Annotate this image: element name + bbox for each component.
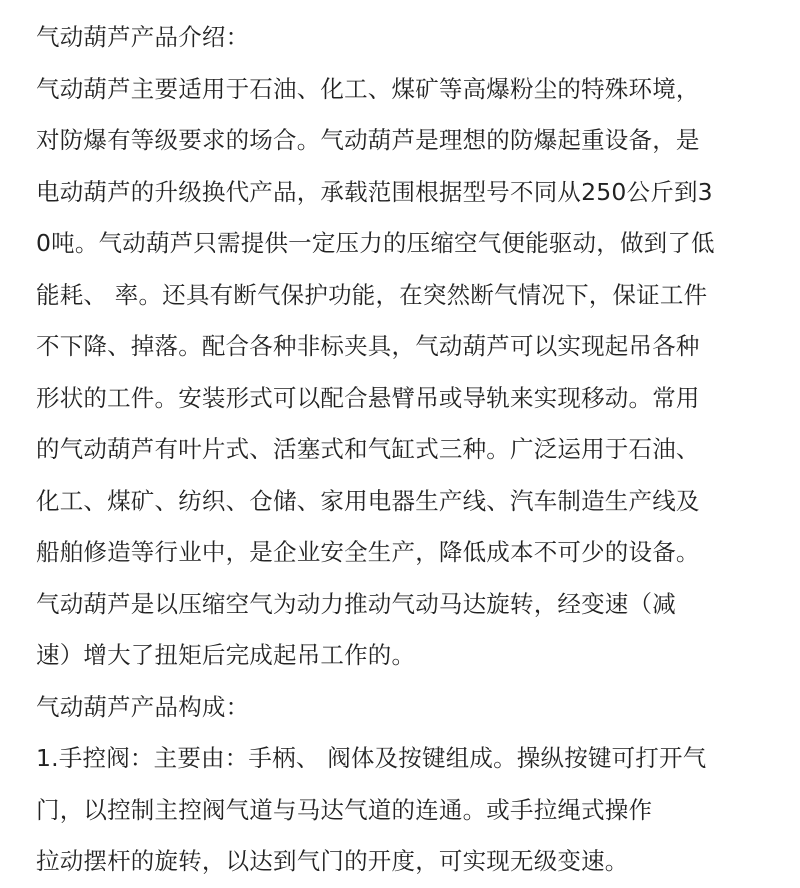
- paragraph-line: 的气动葫芦有叶片式、活塞式和气缸式三种。广泛运用于石油、: [36, 435, 700, 463]
- heading-product-intro: 气动葫芦产品介绍：: [36, 23, 250, 51]
- paragraph-line: 气动葫芦是以压缩空气为动力推动气动马达旋转，经变速（减: [36, 589, 676, 618]
- paragraph-line: 不下降、掉落。配合各种非标夹具，气动葫芦可以实现起吊各种: [36, 332, 700, 360]
- paragraph-line: 对防爆有等级要求的场合。气动葫芦是理想的防爆起重设备，是: [36, 126, 700, 154]
- paragraph-line: 化工、煤矿、纺织、仓储、家用电器生产线、汽车制造生产线及: [36, 486, 700, 515]
- paragraph-line: 电动葫芦的升级换代产品，承载范围根据型号不同从250公斤到3: [36, 177, 713, 206]
- paragraph-line: 能耗、 率。还具有断气保护功能，在突然断气情况下，保证工件: [36, 280, 708, 309]
- paragraph-line: 形状的工件。安装形式可以配合悬臂吊或导轨来实现移动。常用: [36, 383, 700, 412]
- paragraph-line: 气动葫芦主要适用于石油、化工、煤矿等高爆粉尘的特殊环境，: [36, 74, 700, 103]
- list-item-line: 拉动摆杆的旋转，以达到气门的开度，可实现无级变速。: [36, 847, 629, 875]
- paragraph-line: 0吨。气动葫芦只需提供一定压力的压缩空气便能驱动，做到了低: [36, 229, 715, 257]
- heading-product-composition: 气动葫芦产品构成：: [36, 692, 250, 721]
- list-item-line: 门，以控制主控阀气道与马达气道的连通。或手拉绳式操作: [36, 795, 653, 824]
- paragraph-line: 船舶修造等行业中，是企业安全生产，降低成本不可少的设备。: [36, 538, 700, 566]
- paragraph-line: 速）增大了扭矩后完成起吊工作的。: [36, 641, 416, 669]
- list-item-line: 1.手控阀：主要由：手柄、 阀体及按键组成。操纵按键可打开气: [36, 744, 707, 772]
